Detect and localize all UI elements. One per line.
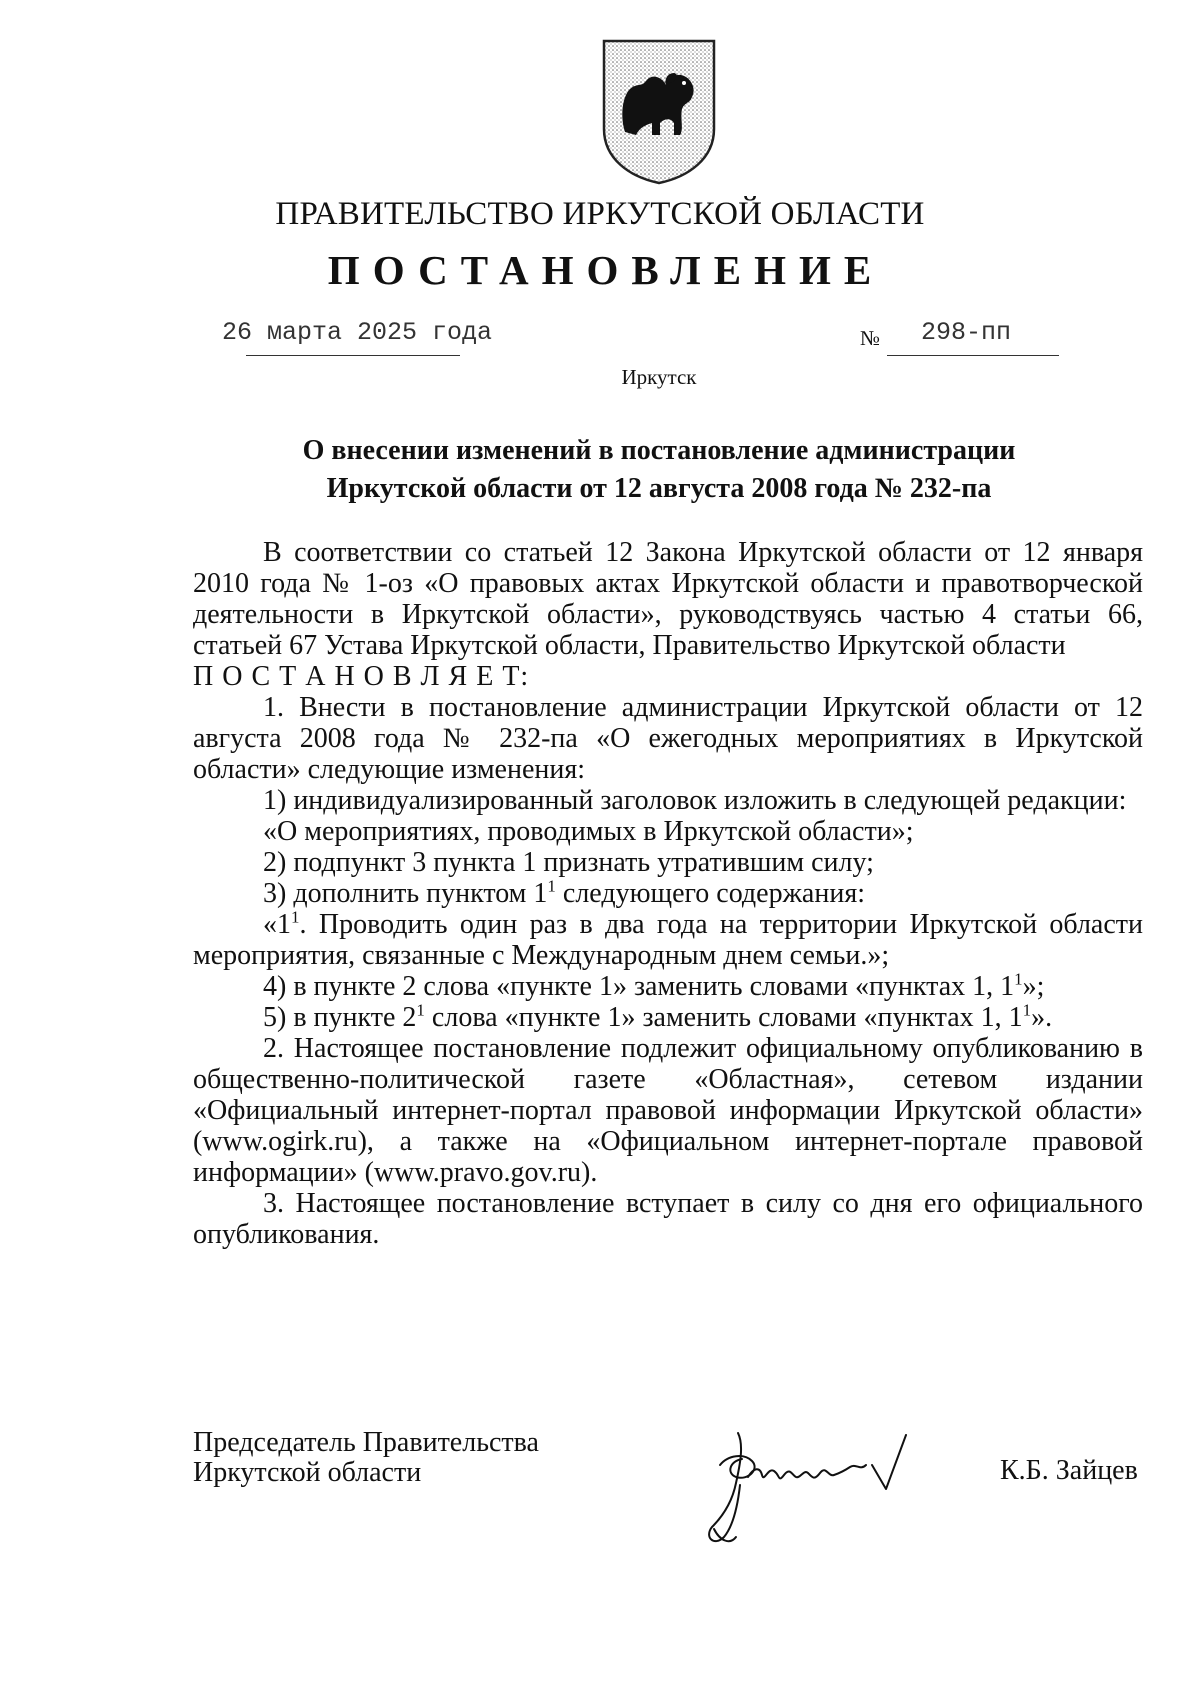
title-line-2: Иркутской области от 12 августа 2008 года № 232-па bbox=[326, 473, 992, 504]
coat-of-arms-icon bbox=[600, 37, 718, 187]
preamble-paragraph: В соответствии со статьей 12 Закона Иркутской области от 12 января 2010 года № 1-оз «О правовых актах Иркутской области и правотворческой деятельности в Иркутской области», руководствуясь частью 4 статьи 66, статьей 67 Устава Иркутской области, Правительство Иркутской области bbox=[193, 537, 1143, 661]
subitem-5-text-c: ». bbox=[1031, 1002, 1053, 1033]
signatory-name: К.Б. Зайцев bbox=[1000, 1455, 1138, 1486]
subitem-3 bbox=[193, 878, 1143, 909]
number-sign: № bbox=[860, 326, 881, 350]
item-3: 3. Настоящее постановление вступает в силу со дня его официального опубликования. bbox=[193, 1188, 1143, 1250]
subitem-1-quote: «О мероприятиях, проводимых в Иркутской области»; bbox=[263, 816, 914, 847]
subitem-2: 2) подпункт 3 пункта 1 признать утратившим силу; bbox=[263, 847, 874, 878]
subitem-4-text-b: »; bbox=[1022, 971, 1045, 1002]
subitem-5 bbox=[193, 1002, 1143, 1033]
subitem-3-text-b: следующего содержания: bbox=[555, 878, 865, 909]
subitem-5-text-b: слова «пункте 1» заменить словами «пунктах 1, 1 bbox=[424, 1002, 1023, 1033]
document-title bbox=[200, 432, 1118, 508]
subitem-1: 1) индивидуализированный заголовок изложить в следующей редакции: bbox=[263, 785, 1127, 816]
document-number: 298-пп bbox=[921, 318, 1012, 347]
title-line-1: О внесении изменений в постановление администрации bbox=[302, 435, 1016, 466]
subitem-5-sup-1: 1 bbox=[416, 1000, 425, 1020]
handwritten-signature-icon bbox=[700, 1405, 950, 1555]
number-underline bbox=[887, 355, 1059, 356]
government-name: ПРАВИТЕЛЬСТВО ИРКУТСКОЙ ОБЛАСТИ bbox=[275, 196, 925, 232]
date-underline bbox=[246, 355, 460, 356]
subitem-3-quote bbox=[193, 909, 1143, 971]
subitem-4-text-a: 4) в пункте 2 слова «пункте 1» заменить словами «пунктах 1, 1 bbox=[263, 971, 1015, 1002]
item-2: 2. Настоящее постановление подлежит официальному опубликованию в общественно-политической газете «Областная», сетевом издании «Официальный интернет-портал правовой информации Иркутской области» (www.ogirk.ru), а также на «Официальном интернет-портале правовой информации» (www.pravo.gov.ru). bbox=[193, 1033, 1143, 1188]
subitem-3-quote-a: «1 bbox=[263, 909, 291, 940]
resolves-line: П О С Т А Н О В Л Я Е Т: bbox=[193, 661, 530, 692]
subitem-3-text-a: 3) дополнить пунктом 1 bbox=[263, 878, 548, 909]
item-1: 1. Внести в постановление администрации Иркутской области от 12 августа 2008 года № 232-па «О ежегодных мероприятиях в Иркутской области» следующие изменения: bbox=[193, 692, 1143, 785]
document-type: ПОСТАНОВЛЕНИЕ bbox=[327, 247, 885, 293]
signatory-title-line-2: Иркутской области bbox=[193, 1457, 422, 1488]
document-body bbox=[193, 537, 1143, 1250]
signatory-title bbox=[193, 1428, 539, 1488]
subitem-3-quote-b: . Проводить один раз в два года на территории Иркутской области мероприятия, связанные с Международным днем семьи.»; bbox=[193, 909, 1143, 971]
subitem-5-text-a: 5) в пункте 2 bbox=[263, 1002, 417, 1033]
subitem-3-sup: 1 bbox=[547, 876, 556, 896]
subitem-5-sup-2: 1 bbox=[1022, 1000, 1032, 1020]
subitem-4 bbox=[193, 971, 1143, 1002]
document-city: Иркутск bbox=[621, 365, 697, 389]
subitem-3-quote-sup: 1 bbox=[291, 907, 300, 927]
signatory-title-line-1: Председатель Правительства bbox=[193, 1427, 539, 1458]
document-date: 26 марта 2025 года bbox=[222, 318, 493, 347]
subitem-4-sup: 1 bbox=[1014, 969, 1023, 989]
